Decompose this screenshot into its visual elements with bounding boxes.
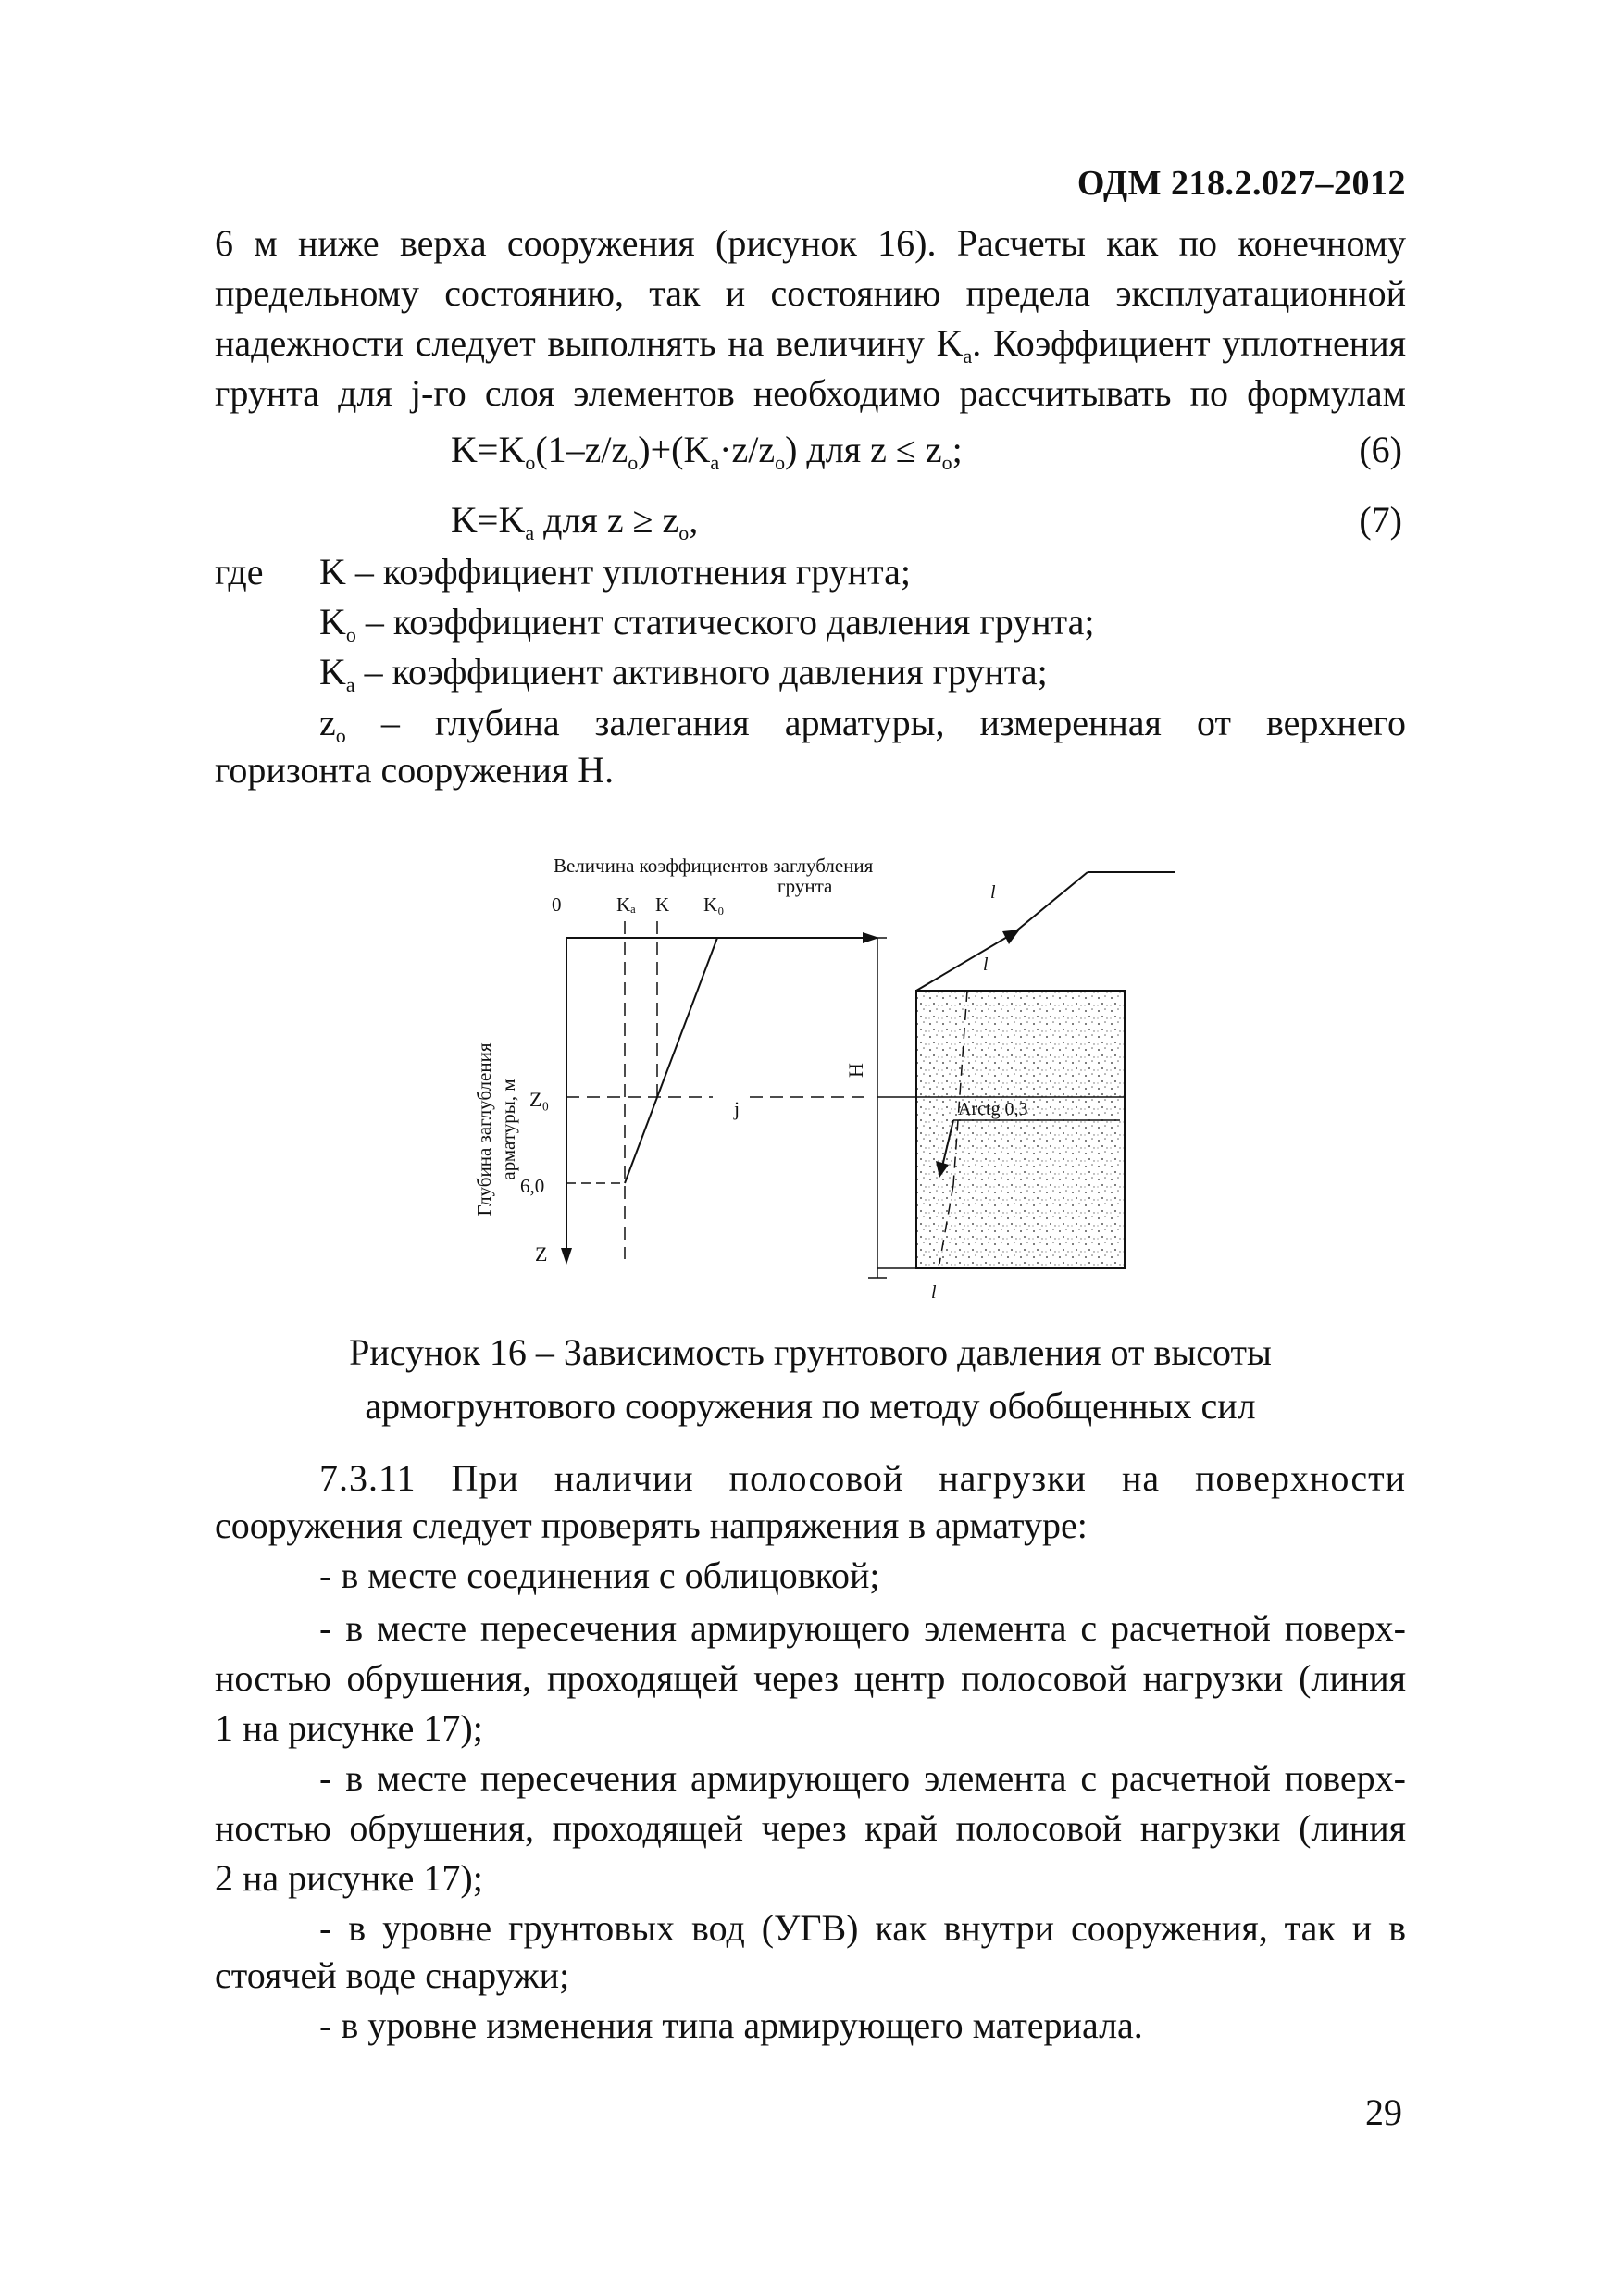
definition-z0: $z_o$ – глубина залегания арматуры, измеренная от верхнего bbox=[319, 702, 1406, 747]
section-7-3-11-heading: 7.3.11 При наличии полосовой нагрузки на поверхности bbox=[319, 1457, 1406, 1499]
intro-line-1: 6 м ниже верха сооружения (рисунок 16). Расчеты как по конечному bbox=[215, 222, 1406, 264]
figure-label-k: K bbox=[655, 893, 670, 916]
intro-line-3: надежности следует выполнять на величину $K_a$. Коэффициент уплотнения bbox=[215, 322, 1406, 368]
list-item-2: - в месте пересечения армирующего элемента с расчетной поверх- bbox=[319, 1607, 1406, 1649]
figure-y-label-1: Глубина заглубления bbox=[473, 1042, 495, 1217]
figure-label-z0: Z₀ bbox=[529, 1088, 550, 1111]
intro-line-4: грунта для j-го слоя элементов необходимо рассчитывать по формулам bbox=[215, 372, 1406, 414]
figure-label-6: 6,0 bbox=[520, 1175, 545, 1197]
list-item-1: - в месте соединения с облицовкой; bbox=[319, 1554, 880, 1596]
formula-6: $K=K_o(1-z/z_o)+(K_a\cdot z/z_o)$ для $z \le z_o$; bbox=[451, 429, 963, 474]
caption-line-2: армогрунтового сооружения по методу обобщенных сил bbox=[365, 1385, 1256, 1427]
definition-ka: $K_a$ – коэффициент активного давления грунта; bbox=[319, 651, 1048, 696]
list-item-5: - в уровне изменения типа армирующего материала. bbox=[319, 2004, 1143, 2046]
figure-label-z: Z bbox=[535, 1242, 548, 1266]
figure-label-l-bottom: l bbox=[931, 1282, 937, 1303]
list-item-4-cont: стоячей воде снаружи; bbox=[215, 1954, 570, 1996]
list-item-4: - в уровне грунтовых вод (УГВ) как внутри сооружения, так и в bbox=[319, 1907, 1406, 1949]
figure-label-l-mid: l bbox=[983, 955, 989, 975]
formula-7: $K=K_a$ для $z \ge z_o$, bbox=[451, 499, 699, 544]
definition-k0: $K_o$ – коэффициент статического давления грунта; bbox=[319, 601, 1095, 646]
list-item-3-cont: ностью обрушения, проходящей через край полосовой нагрузки (линия 2 на рисунке 17); bbox=[215, 1807, 1406, 1899]
list-item-3: - в месте пересечения армирующего элемента с расчетной поверх- bbox=[319, 1757, 1406, 1799]
formula-7-number: (7) bbox=[1359, 499, 1402, 541]
figure-16 bbox=[435, 852, 1194, 1315]
figure-label-h: H bbox=[844, 1063, 867, 1078]
page-number: 29 bbox=[1365, 2091, 1402, 2133]
figure-label-ka: Kₐ bbox=[616, 893, 636, 916]
intro-paragraph bbox=[215, 218, 1406, 418]
formula-6-number: (6) bbox=[1359, 429, 1402, 470]
figure-label-arctg: Arctg 0,3 bbox=[958, 1099, 1028, 1119]
list-item-2-cont: ностью обрушения, проходящей через центр полосовой нагрузки (линия 1 на рисунке 17); bbox=[215, 1657, 1406, 1749]
section-line-2: сооружения следует проверять напряжения в арматуре: bbox=[215, 1504, 1088, 1546]
figure-y-label-2: арматуры, м bbox=[497, 1079, 519, 1180]
where-label: где bbox=[215, 551, 264, 593]
figure-axis-zero: 0 bbox=[552, 893, 562, 916]
figure-top-label-1: Величина коэффициентов заглубления bbox=[554, 855, 874, 877]
figure-16-caption bbox=[215, 1326, 1406, 1433]
figure-top-label-2: грунта bbox=[777, 875, 833, 897]
definition-z0-line-2: горизонта сооружения H. bbox=[215, 749, 615, 791]
figure-label-k0: K₀ bbox=[703, 893, 725, 916]
figure-label-j: j bbox=[734, 1097, 740, 1120]
document-code-header: ОДМ 218.2.027–2012 bbox=[1076, 164, 1406, 203]
figure-label-l-top: l bbox=[990, 882, 996, 903]
intro-line-2: предельному состоянию, так и состоянию предела эксплуатационной bbox=[215, 272, 1406, 314]
definition-k: K – коэффициент уплотнения грунта; bbox=[319, 551, 911, 593]
caption-line-1: Рисунок 16 – Зависимость грунтового давления от высоты bbox=[349, 1331, 1272, 1373]
